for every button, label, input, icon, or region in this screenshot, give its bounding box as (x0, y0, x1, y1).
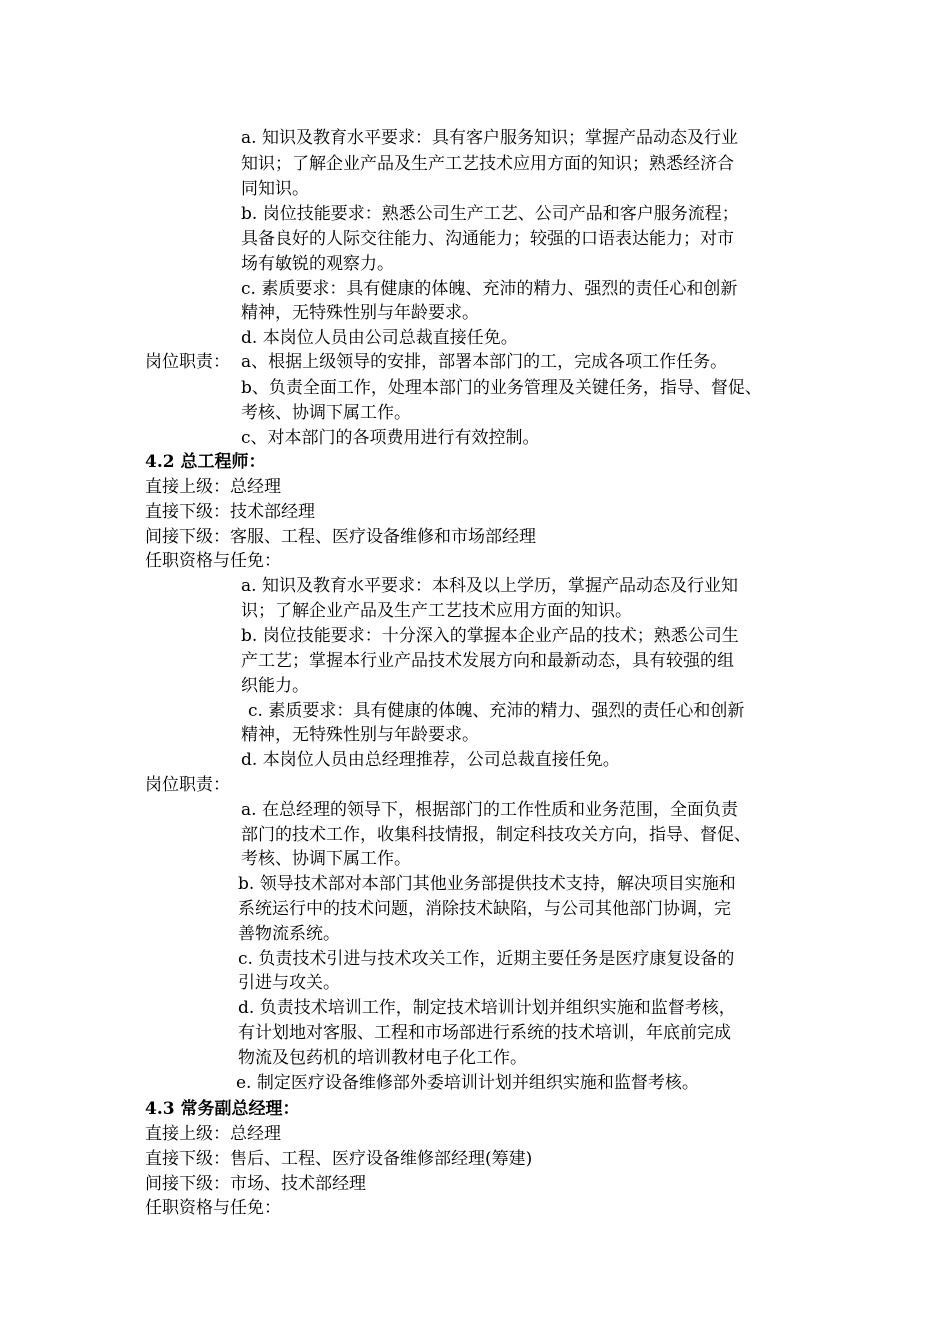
qualification-label: 任职资格与任免： (145, 1198, 281, 1218)
qual-b-line-3: 场有敏锐的观察力。 (241, 254, 394, 274)
qual-d-line: d. 本岗位人员由公司总裁直接任免。 (241, 328, 518, 348)
qual-c-line-2: 精神，无特殊性别与年龄要求。 (241, 303, 479, 323)
qual-c-line-1: c. 素质要求：具有健康的体魄、充沛的精力、强烈的责任心和创新 (248, 701, 745, 721)
qual-d-line: d. 本岗位人员由总经理推荐，公司总裁直接任免。 (241, 750, 620, 770)
direct-subordinate: 直接下级：技术部经理 (145, 502, 315, 522)
indirect-subordinate: 间接下级：市场、技术部经理 (145, 1174, 366, 1194)
duty-a-line-3: 考核、协调下属工作。 (241, 849, 411, 869)
duty-b-line-1: b、负责全面工作，处理本部门的业务管理及关键任务，指导、督促、 (241, 378, 762, 398)
direct-superior: 直接上级：总经理 (145, 1124, 281, 1144)
qual-b-line-2: 产工艺；掌握本行业产品技术发展方向和最新动态，具有较强的组 (241, 651, 734, 671)
qual-a-line-2: 知识；了解企业产品及生产工艺技术应用方面的知识；熟悉经济合 (241, 154, 734, 174)
qual-a-line-1: a. 知识及教育水平要求：本科及以上学历，掌握产品动态及行业知 (241, 576, 738, 596)
qual-a-line-1: a. 知识及教育水平要求：具有客户服务知识；掌握产品动态及行业 (241, 128, 738, 148)
duty-d-line-2: 有计划地对客服、工程和市场部进行系统的技术培训，年底前完成 (238, 1023, 731, 1043)
qual-a-line-2: 识；了解企业产品及生产工艺技术应用方面的知识。 (241, 601, 632, 621)
duty-b-line-2: 系统运行中的技术问题，消除技术缺陷，与公司其他部门协调，完 (238, 899, 731, 919)
duty-label: 岗位职责： (145, 352, 230, 372)
duty-a-line-2: 部门的技术工作，收集科技情报，制定科技攻关方向，指导、督促、 (241, 825, 751, 845)
qual-a-line-3: 同知识。 (241, 179, 309, 199)
duty-c-line-2: 引进与攻关。 (238, 973, 340, 993)
indirect-subordinate: 间接下级：客服、工程、医疗设备维修和市场部经理 (145, 527, 536, 547)
qual-b-line-1: b. 岗位技能要求：十分深入的掌握本企业产品的技术；熟悉公司生 (241, 626, 739, 646)
qualification-label: 任职资格与任免： (145, 551, 281, 571)
duty-label: 岗位职责： (145, 775, 230, 795)
qual-c-line-1: c. 素质要求：具有健康的体魄、充沛的精力、强烈的责任心和创新 (241, 279, 738, 299)
duty-c-line: c、对本部门的各项费用进行有效控制。 (241, 428, 540, 448)
direct-subordinate: 直接下级：售后、工程、医疗设备维修部经理(筹建) (145, 1149, 533, 1169)
qual-b-line-1: b. 岗位技能要求：熟悉公司生产工艺、公司产品和客户服务流程； (241, 204, 739, 224)
qual-c-line-2: 精神，无特殊性别与年龄要求。 (241, 725, 479, 745)
duty-e-line: e. 制定医疗设备维修部外委培训计划并组织实施和监督考核。 (236, 1073, 699, 1093)
duty-a-line: a、根据上级领导的安排，部署本部门的工，完成各项工作任务。 (241, 352, 728, 372)
duty-b-line-2: 考核、协调下属工作。 (241, 403, 411, 423)
qual-b-line-3: 织能力。 (241, 676, 309, 696)
direct-superior: 直接上级：总经理 (145, 477, 281, 497)
qual-b-line-2: 具备良好的人际交往能力、沟通能力；较强的口语表达能力；对市 (241, 229, 734, 249)
duty-d-line-3: 物流及包药机的培训教材电子化工作。 (238, 1048, 527, 1068)
duty-b-line-1: b. 领导技术部对本部门其他业务部提供技术支持，解决项目实施和 (238, 874, 736, 894)
section-heading-4-3: 4.3 常务副总经理： (145, 1099, 300, 1119)
duty-a-line-1: a. 在总经理的领导下，根据部门的工作性质和业务范围，全面负责 (241, 800, 738, 820)
section-heading-4-2: 4.2 总工程师： (145, 452, 266, 472)
duty-c-line-1: c. 负责技术引进与技术攻关工作，近期主要任务是医疗康复设备的 (238, 949, 735, 969)
duty-d-line-1: d. 负责技术培训工作，制定技术培训计划并组织实施和监督考核， (238, 998, 736, 1018)
duty-b-line-3: 善物流系统。 (238, 924, 340, 944)
